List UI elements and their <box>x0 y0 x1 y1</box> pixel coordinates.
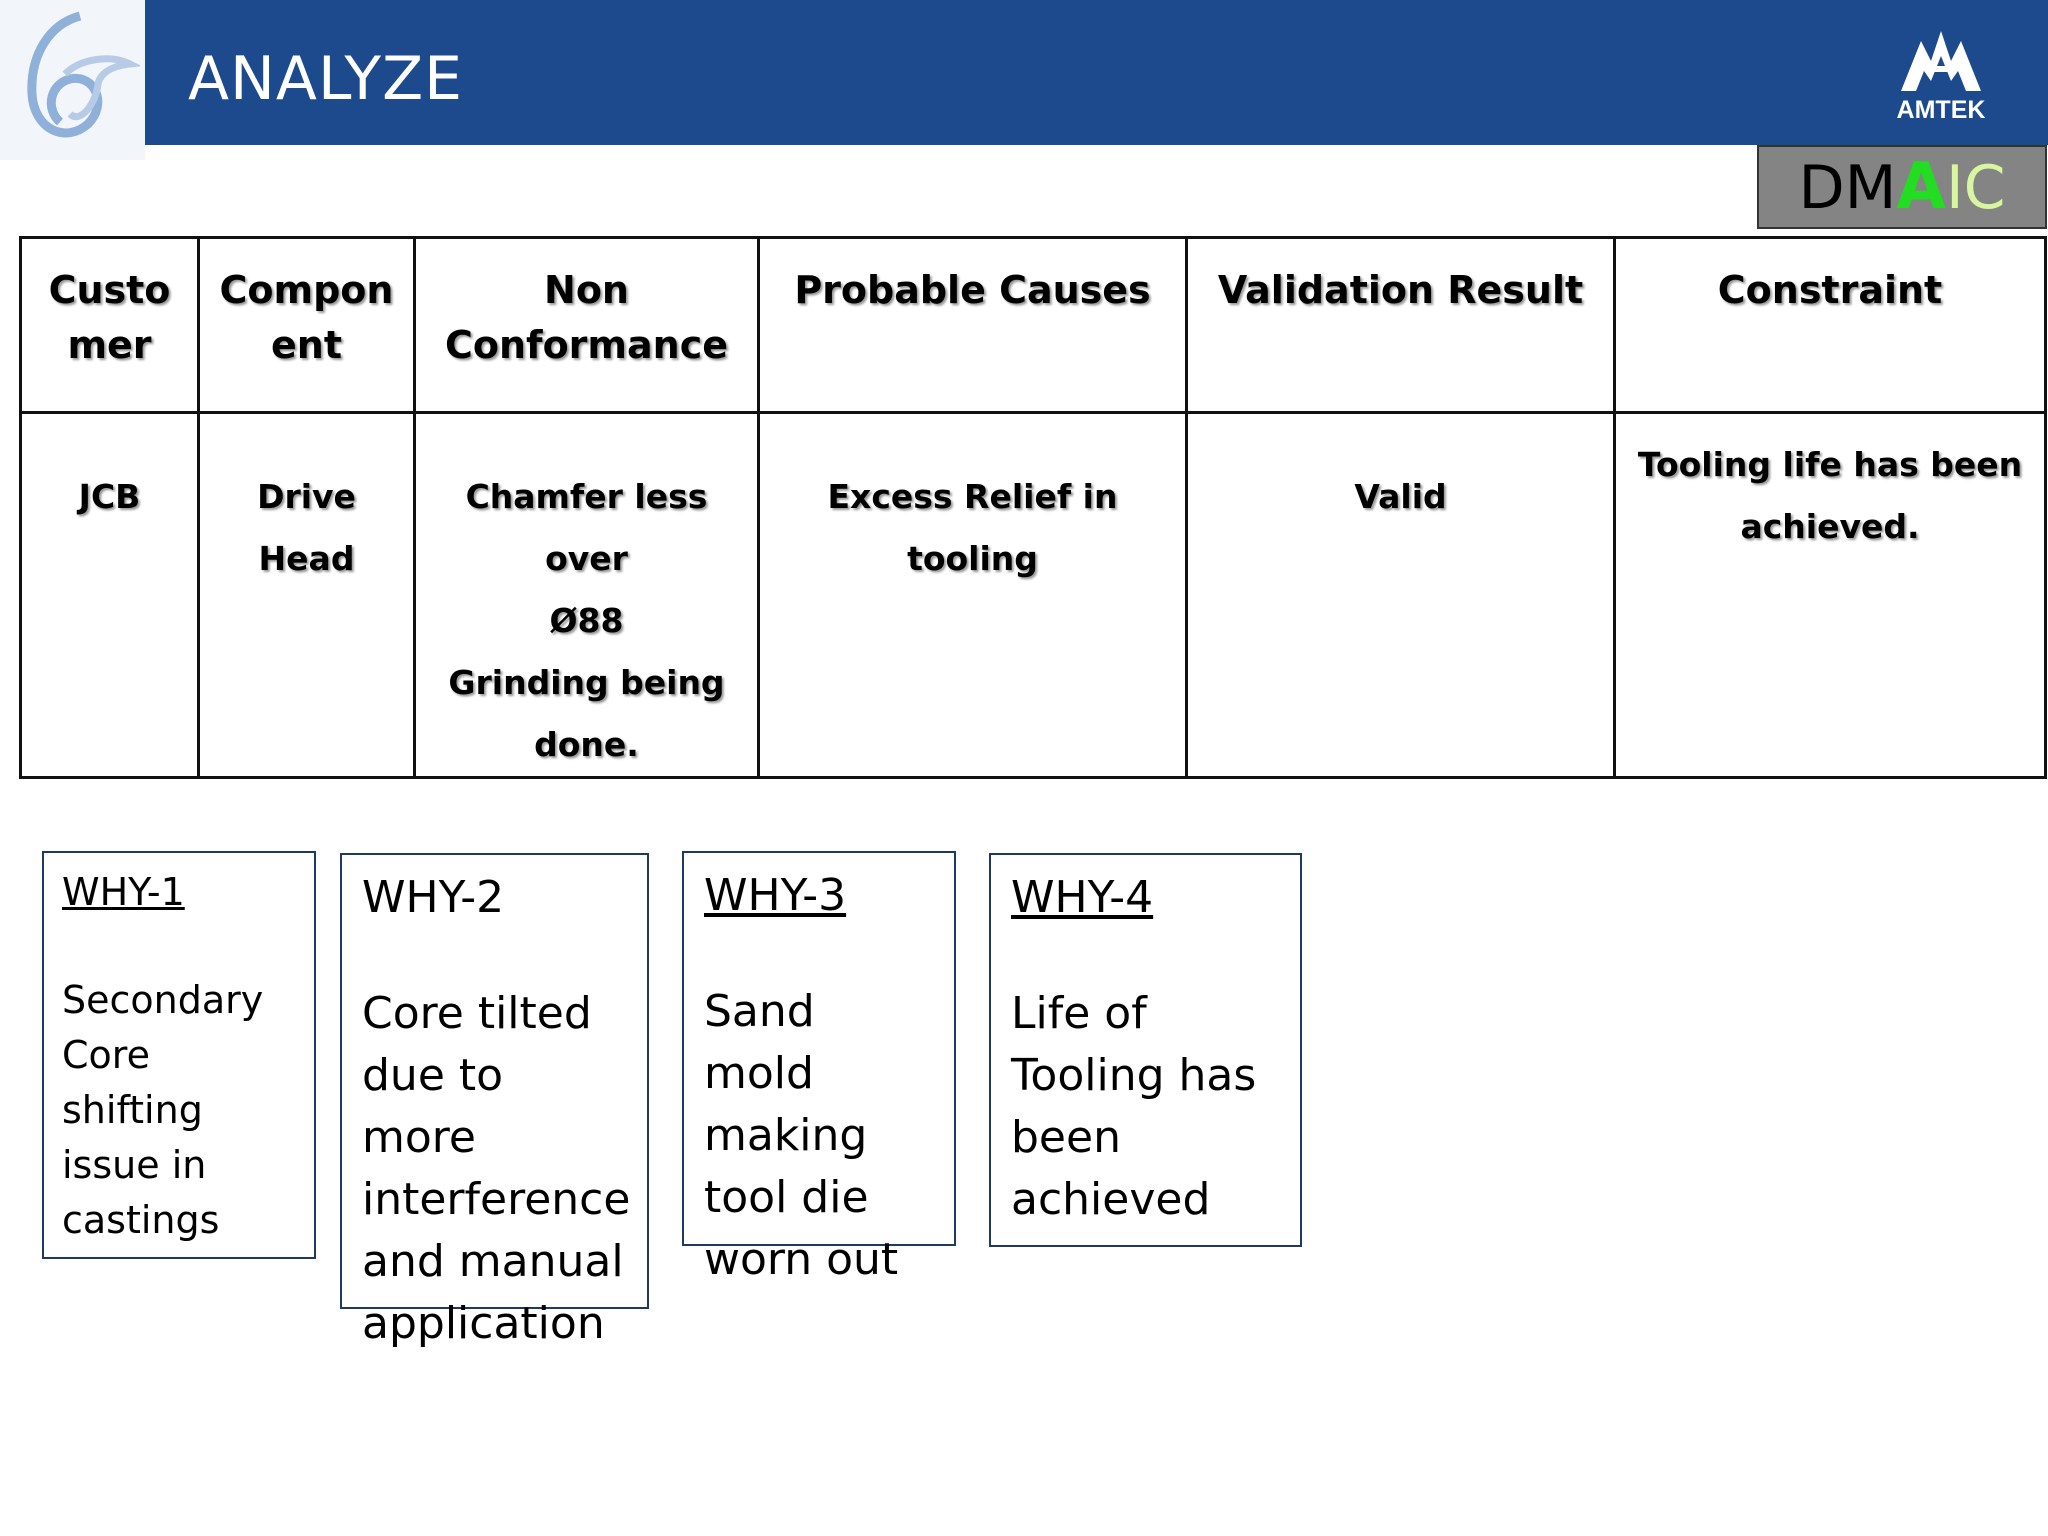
analysis-table <box>19 236 2047 779</box>
constraint-line2: achieved. <box>1740 507 1920 546</box>
why-2-box <box>340 853 649 1349</box>
nc-line4: done. <box>534 725 639 764</box>
amtek-logo <box>1886 26 1996 131</box>
why-4-box <box>989 853 1302 1247</box>
cell-customer <box>21 413 199 778</box>
nc-line1: Chamfer less over <box>465 477 708 578</box>
amtek-logo-icon <box>1896 26 1986 96</box>
page-title: ANALYZE <box>188 44 464 114</box>
customer-value: JCB <box>78 477 141 516</box>
dmaic-a: A <box>1896 150 1946 224</box>
why-1-box <box>42 851 316 1259</box>
header-component: Compon ent <box>199 238 415 413</box>
constraint-line1: Tooling life has been <box>1637 445 2023 484</box>
dmaic-badge <box>1757 145 2047 229</box>
component-line1: Drive <box>257 477 356 516</box>
why-2-title: WHY-2 <box>362 872 505 923</box>
cell-probable-cause <box>759 413 1187 778</box>
why-4-title: WHY-4 <box>1011 872 1154 923</box>
amtek-logo-text: AMTEK <box>1896 96 1986 124</box>
header-validation-result: Validation Result <box>1187 238 1615 413</box>
table-row <box>21 413 2046 778</box>
header-constraint: Constraint <box>1615 238 2046 413</box>
dmaic-ic: IC <box>1945 153 2006 223</box>
header-customer: Custo mer <box>21 238 199 413</box>
component-line2: Head <box>258 539 355 578</box>
header-non-conformance: Non Conformance <box>415 238 759 413</box>
six-sigma-logo-icon <box>10 4 140 154</box>
table-header-row <box>21 238 2046 413</box>
validation-value: Valid <box>1354 477 1447 516</box>
cell-non-conformance <box>415 413 759 778</box>
why-4-text: Life of Tooling has been achieved <box>1011 988 1257 1225</box>
why-3-title: WHY-3 <box>704 870 847 921</box>
why-3-text: Sand mold making tool die worn out <box>704 986 899 1285</box>
six-sigma-logo-area <box>0 0 145 160</box>
nc-line3: Grinding being <box>448 663 725 702</box>
why-3-box <box>682 851 956 1285</box>
why-1-text: Secondary Core shifting issue in castings <box>62 978 264 1242</box>
nc-line2: Ø88 <box>549 601 624 640</box>
why-2-text: Core tilted due to more interference and manual application <box>362 988 631 1349</box>
cell-constraint <box>1615 413 2046 778</box>
dmaic-dm: DM <box>1798 153 1897 223</box>
probable-cause-value: Excess Relief in tooling <box>827 477 1118 578</box>
why-1-title: WHY-1 <box>62 870 185 914</box>
header-probable-causes: Probable Causes <box>759 238 1187 413</box>
cell-component <box>199 413 415 778</box>
cell-validation <box>1187 413 1615 778</box>
header-bar <box>145 0 2048 145</box>
